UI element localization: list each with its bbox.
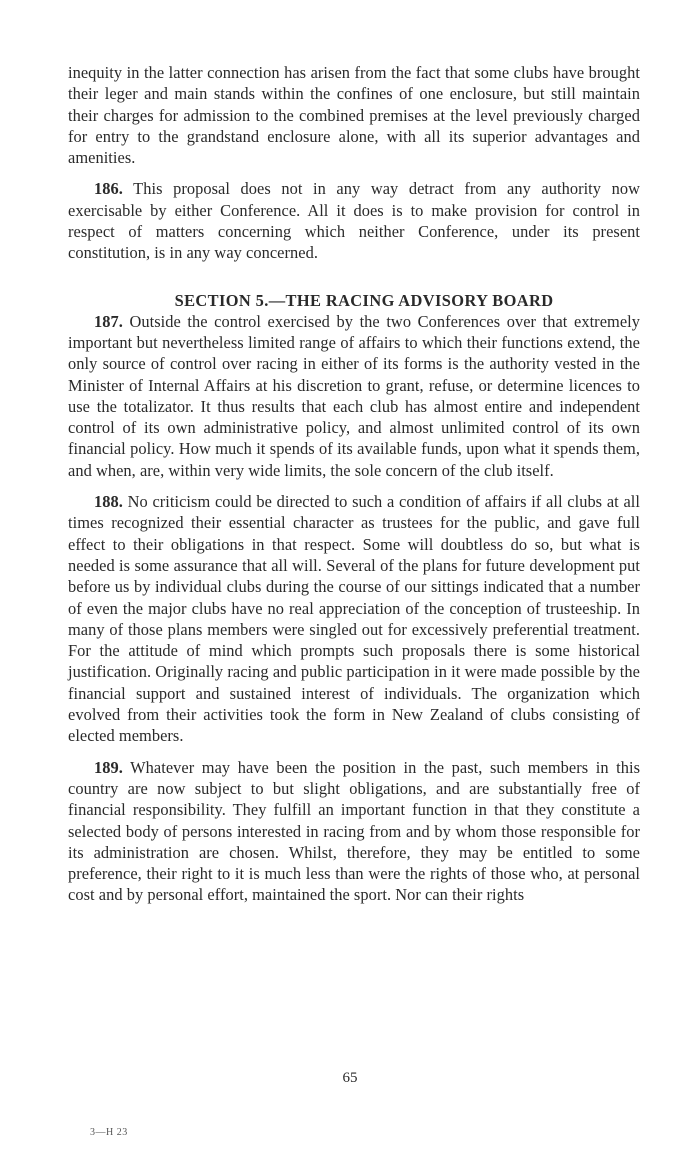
paragraph-text: No criticism could be directed to such a condition of affairs if all clubs at all times recognized their essential character as trustees for the public, and gave full effect to their obligations in that respect. Some will doubtless do so, but what is needed is some assurance that all will. Several of the plans for future development put before us by individual clubs during the course of our sittings indicated that a number of even the major clubs have no real appreciation of the conception of trusteeship. In many of those plans members were singled out for excessively preferential treatment. For the attitude of mind which prompts such proposals there is some historical justification. Originally racing and public participation in it were made possible by the financial support and sustained interest of individuals. The organization which evolved from their activities took the form in New Zealand of clubs consisting of elected members.	[68, 492, 640, 746]
paragraph-187	[68, 311, 640, 481]
paragraph-189	[68, 757, 640, 906]
paragraph-186	[68, 178, 640, 263]
paragraph-text: Whatever may have been the position in the past, such members in this country are now subject to but slight obligations, and are substantially free of financial responsibility. They fulfill an important function in that they constitute a selected body of persons interested in racing from and by whom those responsible for its administration are chosen. Whilst, therefore, they may be entitled to some preference, their right to it is much less than were the rights of those who, at personal cost and by personal effort, maintained the sport. Nor can their rights	[68, 757, 640, 905]
paragraph-188	[68, 491, 640, 747]
paragraph-number: 189.	[94, 757, 123, 777]
paragraph-text: Outside the control exercised by the two Conferences over that extremely important but nevertheless limited range of affairs to which their functions extend, the only source of control over racing in either of its forms is the authority vested in the Minister of Internal Affairs at his discretion to grant, refuse, or determine licences to use the totalizator. It thus results that each club has almost entire and independent control of its own administrative policy, and almost unlimited control of its own financial policy. How much it spends of its available funds, upon what it spends them, and when, are, within very wide limits, the sole concern of the club itself.	[68, 311, 640, 480]
paragraph-number: 187.	[94, 311, 123, 331]
continuation-paragraph: inequity in the latter connection has arisen from the fact that some clubs have brought their leger and main stands within the confines of one enclosure, but still maintain their charges for admission to the combined premises at the level previously charged for entry to the grandstand enclosure alone, with all its superior advantages and amenities.	[68, 63, 640, 168]
paragraph-text: This proposal does not in any way detract from any authority now exercisable by either Conference. All it does is to make provision for control in respect of matters concerning which neither Conference, under its present constitution, is in any way concerned.	[68, 179, 640, 263]
paragraph-number: 186.	[94, 179, 123, 199]
paragraph-number: 188.	[94, 492, 123, 512]
printer-signature: 3—H 23	[90, 1127, 128, 1138]
page-number: 65	[342, 1070, 358, 1086]
section-heading: SECTION 5.—THE RACING ADVISORY BOARD	[174, 290, 554, 310]
document-page	[68, 62, 640, 906]
